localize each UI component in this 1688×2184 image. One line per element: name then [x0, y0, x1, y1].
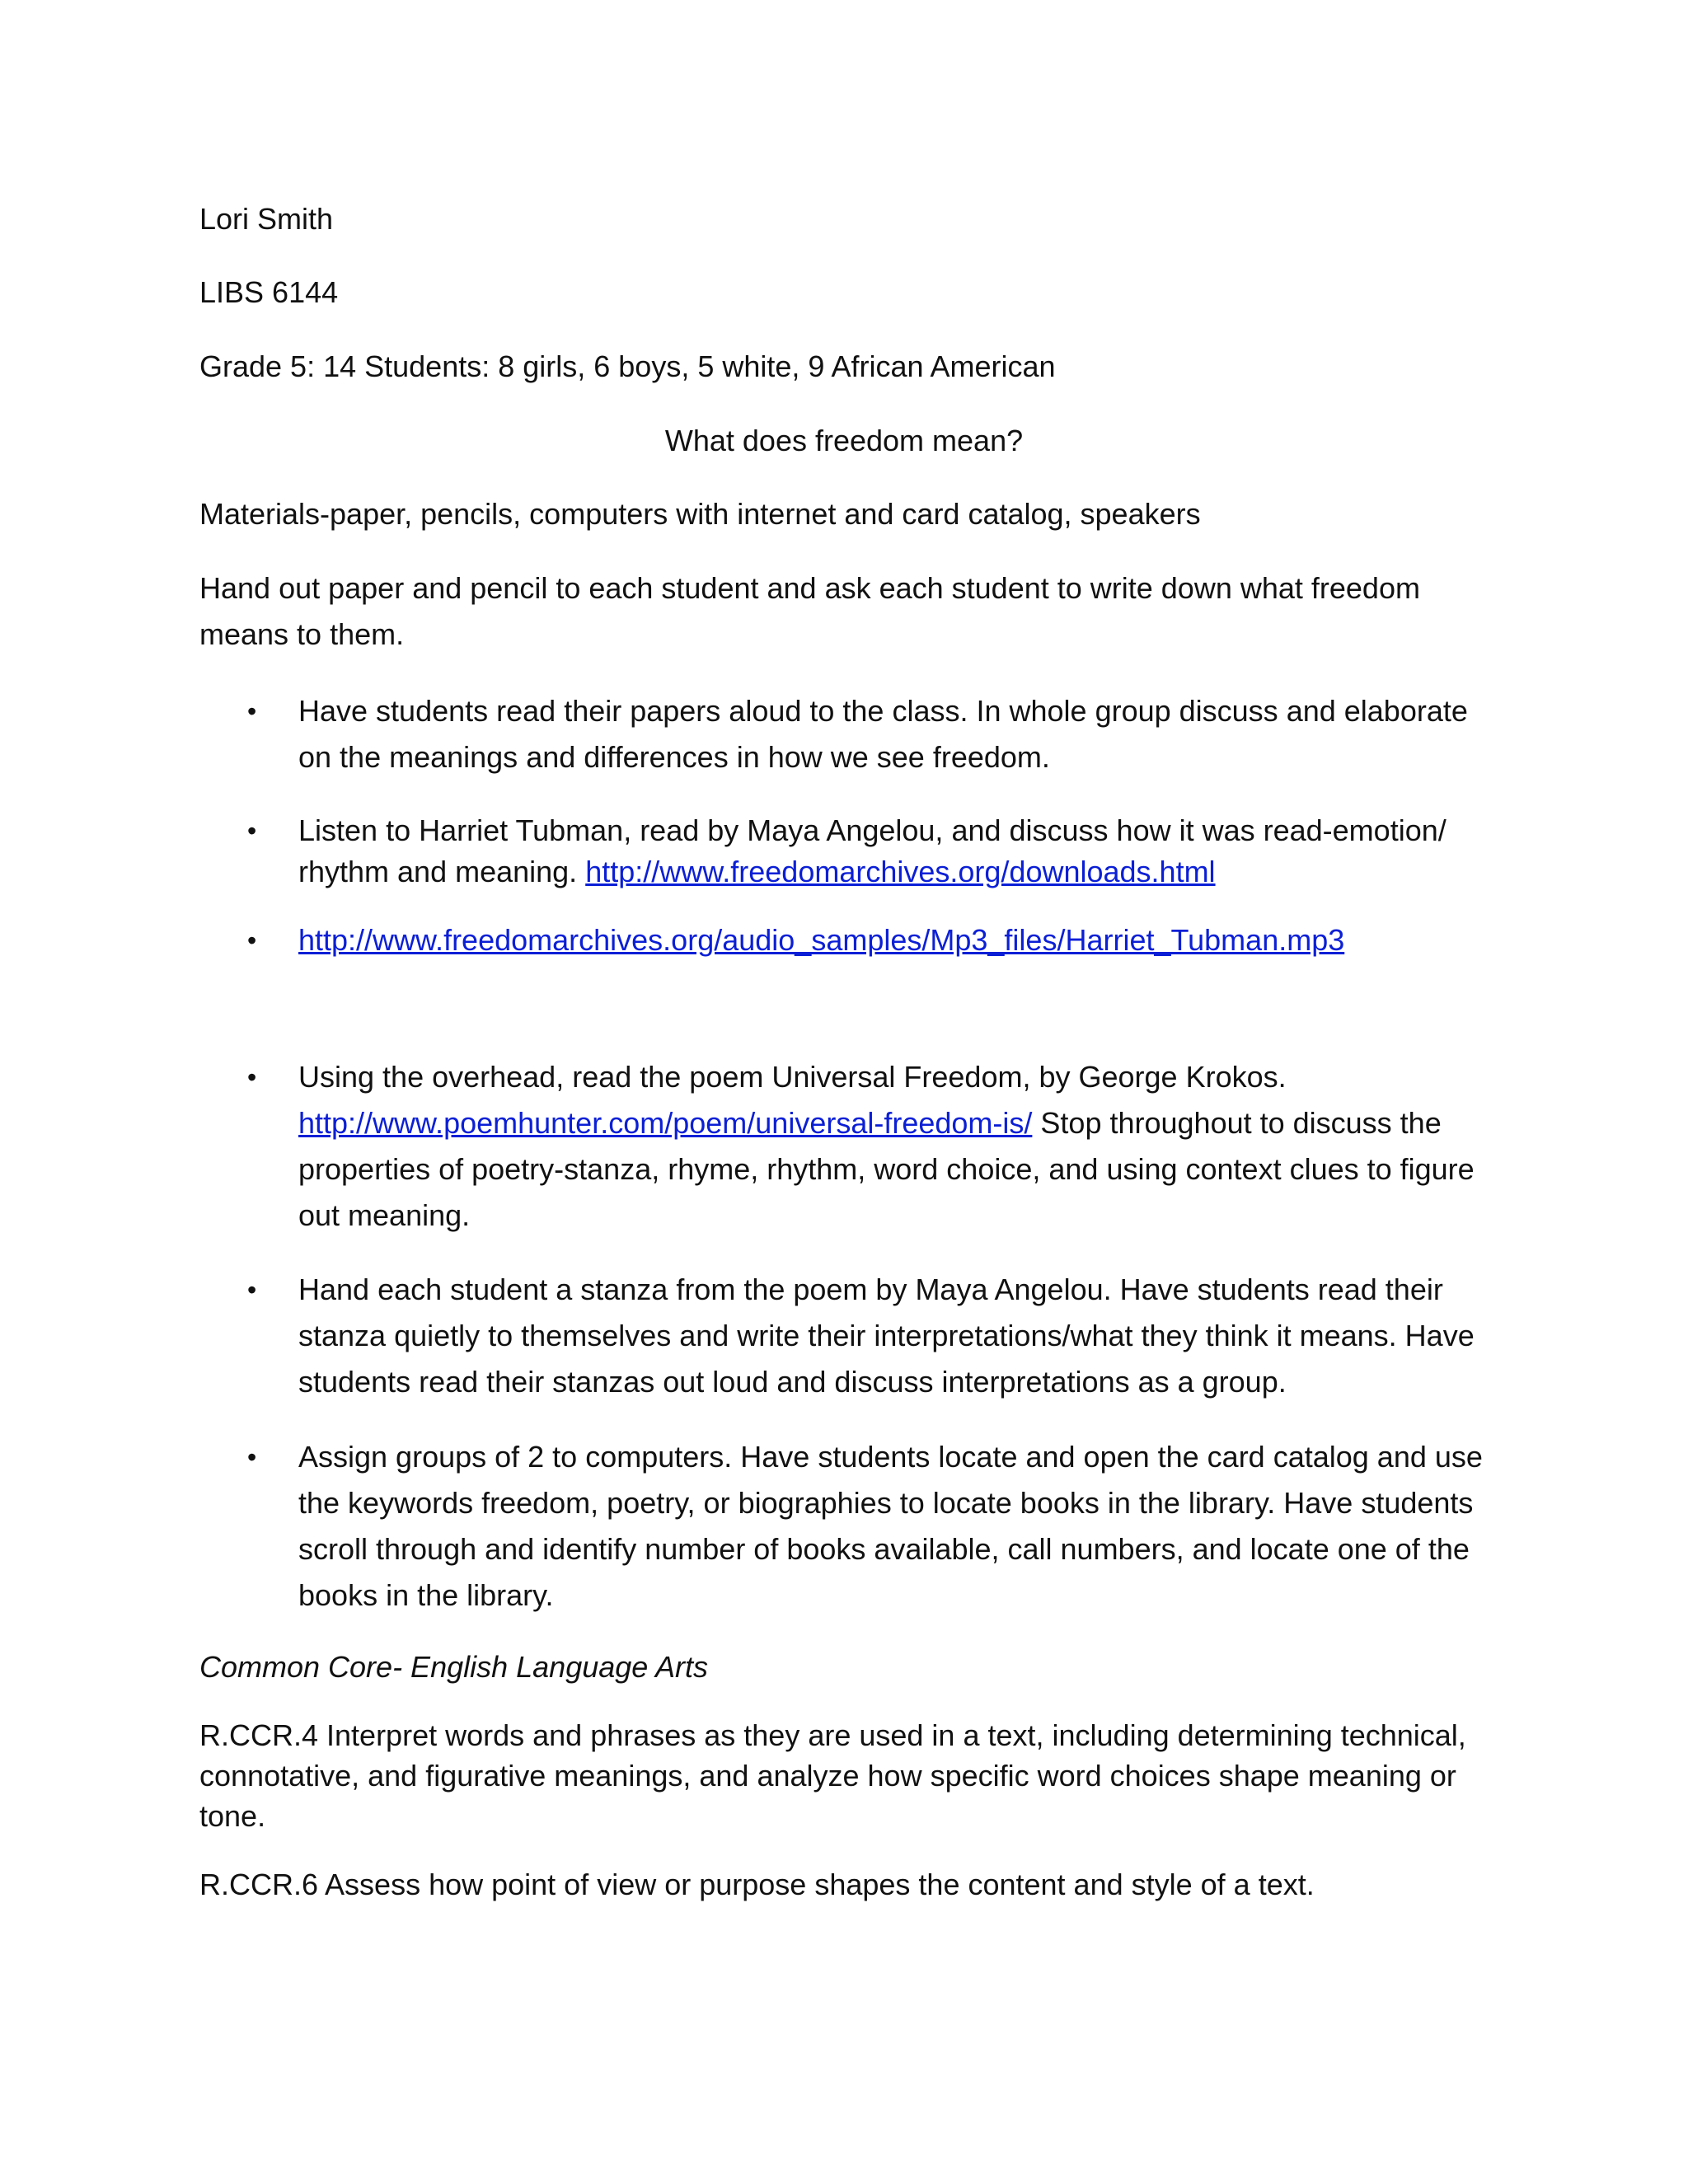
bullet-item-2	[298, 810, 1502, 893]
bullet-dot: •	[247, 1062, 257, 1092]
bullet-dot: •	[247, 816, 257, 846]
freedom-archives-downloads-link[interactable]: http://www.freedomarchives.org/downloads.html	[585, 855, 1216, 888]
materials-line: Materials-paper, pencils, computers with internet and card catalog, speakers	[199, 497, 1201, 531]
bullet-item-4-text-start: Using the overhead, read the poem Universal Freedom, by George Krokos.	[298, 1060, 1287, 1094]
bullet-dot: •	[247, 1275, 257, 1305]
poemhunter-link[interactable]: http://www.poemhunter.com/poem/universal-freedom-is/	[298, 1106, 1033, 1140]
lesson-title: What does freedom mean?	[664, 424, 1024, 457]
bullet-item-4	[298, 1054, 1502, 1239]
bullet-dot: •	[247, 926, 257, 955]
author-name: Lori Smith	[199, 202, 334, 236]
bullet-item-3	[298, 917, 1502, 963]
bullet-item-1: Have students read their papers aloud to the class. In whole group discuss and elaborate on the meanings and differences in how we see freedom.	[298, 694, 1468, 774]
bullet-item-5: Hand each student a stanza from the poem by Maya Angelou. Have students read their stanza quietly to themselves and write their interpretations/what they think it means. Have students read their stanzas out loud and discuss interpretations as a group.	[298, 1272, 1475, 1399]
intro-paragraph: Hand out paper and pencil to each student and ask each student to write down what freedom means to them.	[199, 571, 1420, 651]
standards-heading: Common Core- English Language Arts	[199, 1650, 708, 1684]
standard-rccr4: R.CCR.4 Interpret words and phrases as they are used in a text, including determining technical, connotative, and figurative meanings, and analyze how specific word choices shape meaning or tone.	[199, 1718, 1466, 1833]
bullet-dot: •	[247, 1442, 257, 1472]
bullet-dot: •	[247, 696, 257, 726]
class-info: Grade 5: 14 Students: 8 girls, 6 boys, 5 white, 9 African American	[199, 349, 1056, 383]
course-code: LIBS 6144	[199, 275, 339, 309]
harriet-tubman-mp3-link[interactable]: http://www.freedomarchives.org/audio_samples/Mp3_files/Harriet_Tubman.mp3	[298, 923, 1345, 957]
bullet-item-6: Assign groups of 2 to computers. Have students locate and open the card catalog and use the keywords freedom, poetry, or biographies to locate books in the library. Have students scroll through and identify number of books available, call numbers, and locate one of the books in the library.	[298, 1440, 1483, 1612]
bullet-item-4-text-end: Stop throughout to discuss the properties of poetry-stanza, rhyme, rhythm, word choice, and using context clues to figure out meaning.	[298, 1106, 1475, 1232]
standard-rccr6: R.CCR.6 Assess how point of view or purpose shapes the content and style of a text.	[199, 1868, 1315, 1901]
bullet-item-2-text: Listen to Harriet Tubman, read by Maya Angelou, and discuss how it was read-emotion/ rhythm and meaning.	[298, 813, 1447, 888]
